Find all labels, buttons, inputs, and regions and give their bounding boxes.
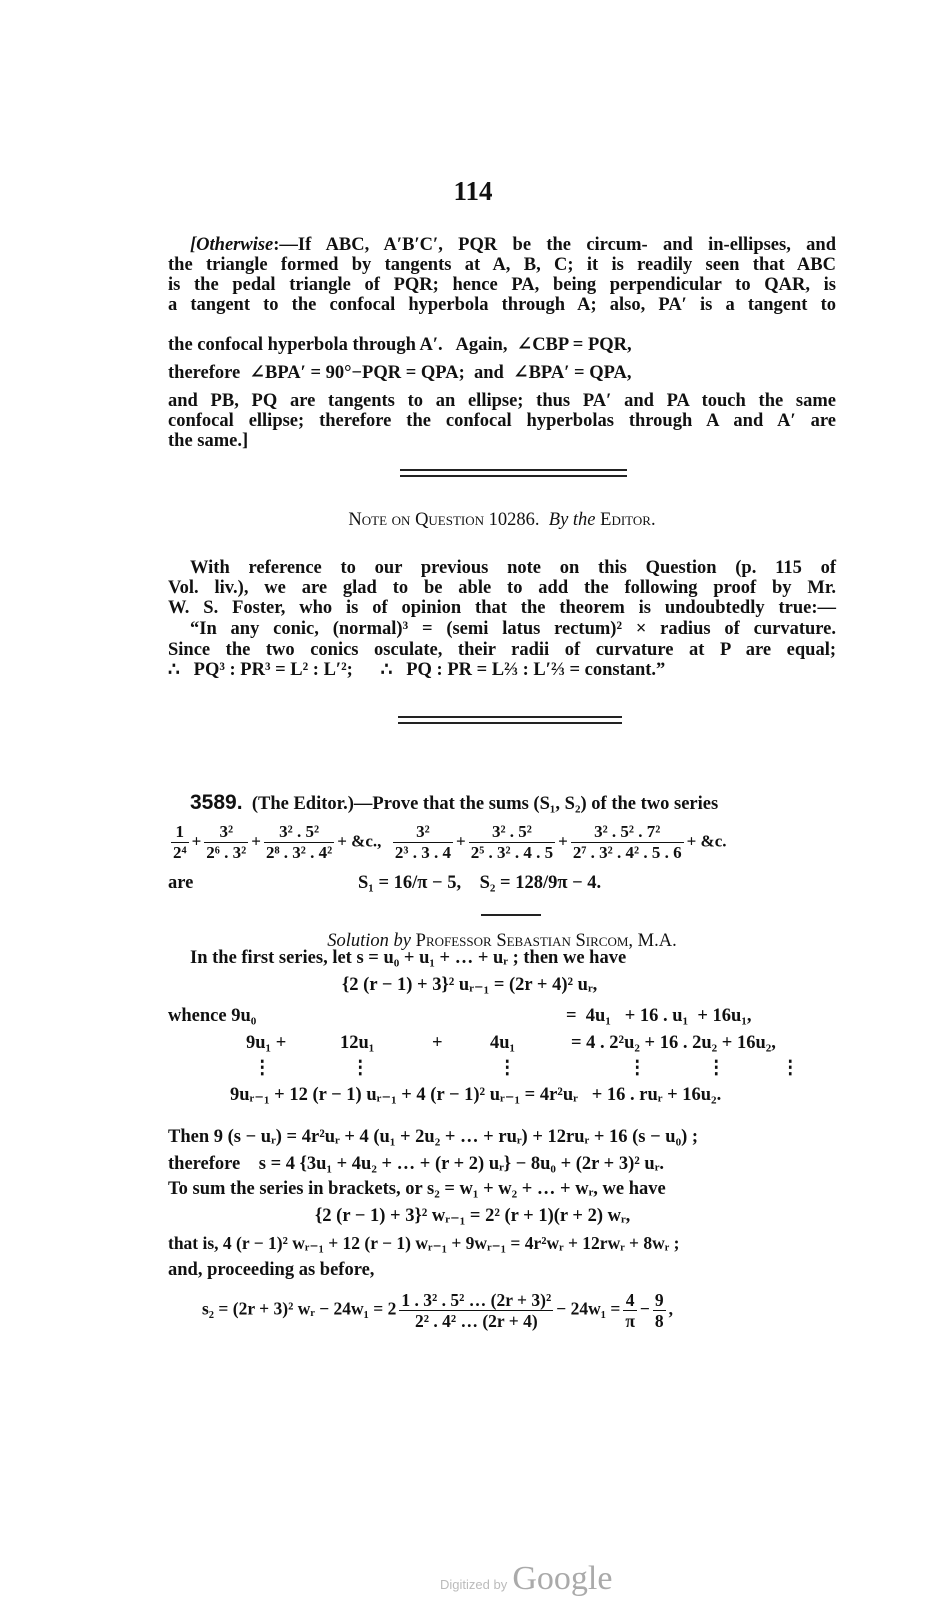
text-line: Since the two conics osculate, their radii of curvature at P are equal; — [168, 640, 836, 660]
digitized-by-watermark — [440, 1560, 612, 1598]
text-line: ∴ PQ³ : PR³ = L² : L′²; ∴ PQ : PR = L⅔ : L′⅔ = constant.” — [168, 660, 666, 680]
text: − — [639, 1298, 650, 1319]
text: s₂ = (2r + 3)² wᵣ − 24w₁ = 2 — [202, 1298, 397, 1319]
text-line: To sum the series in brackets, or s₂ = w₁ + w₂ + … + wᵣ, we have — [168, 1179, 666, 1199]
question-text: (The Editor.)—Prove that the sums (S₁, S₂) of the two series — [251, 794, 719, 814]
text-line: that is, 4 (r − 1)² wᵣ₋₁ + 12 (r − 1) wᵣ₋₁ + 9wᵣ₋₁ = 4r²wᵣ + 12rwᵣ + 8wᵣ ; — [168, 1233, 680, 1253]
page-number: 114 — [453, 176, 493, 206]
plus: + — [191, 831, 202, 851]
equation: = 4u₁ + 16 . u₁ + 16u₁, — [566, 1006, 752, 1026]
short-divider — [481, 914, 541, 916]
fraction: $\frac{4}{\pi}$ — [625, 1290, 635, 1331]
fraction: $\frac{\text{3² . 5²}}{\text{2⁸ . 3² . 4²}}$ — [265, 822, 333, 862]
fraction: $\frac{\text{3²}}{\text{2³ . 3 . 4}}$ — [394, 822, 451, 862]
divider — [398, 716, 622, 718]
are-label: are — [168, 873, 194, 893]
heading-editor: Editor. — [600, 510, 656, 530]
text-line: W. S. Foster, who is of opinion that the theorem is undoubtedly true:— — [168, 598, 836, 618]
divider — [400, 469, 627, 471]
vdots: ⋮ — [781, 1058, 800, 1078]
divider — [398, 722, 622, 724]
heading-italic: By the — [548, 510, 596, 530]
text-line: the confocal hyperbola through A′. Again, ∠CBP = PQR, — [168, 335, 632, 355]
text-line: a tangent to the confocal hyperbola through A; also, PA′ is a tangent to — [168, 295, 836, 315]
whence-label: whence 9u₀ — [168, 1006, 257, 1026]
text-line: Vol. liv.), we are glad to be able to add the following proof by Mr. — [168, 578, 836, 598]
note-heading — [168, 510, 836, 530]
text-line: confocal ellipse; therefore the confocal hyperbolas through A and A′ are — [168, 411, 836, 431]
result: S₁ = 16/π − 5, S₂ = 128/9π − 4. — [358, 873, 602, 893]
plus: + — [558, 831, 568, 851]
text-line: and PB, PQ are tangents to an ellipse; thus PA′ and PA touch the same — [168, 391, 836, 411]
fraction: $\frac{9}{8}$ — [654, 1290, 664, 1331]
vdots: ⋮ — [498, 1058, 517, 1078]
plus: + — [456, 831, 466, 851]
text-line: the same.] — [168, 431, 249, 451]
fraction: $\frac{\text{3² . 5² . 7²}}{\text{2⁷ . 3² . 4² . 5 . 6}}$ — [572, 822, 682, 862]
solution-author: Professor Sebastian Sircom, M.A. — [415, 931, 677, 951]
question-line — [168, 793, 836, 814]
text-line: and, proceeding as before, — [168, 1260, 375, 1280]
text-line: “In any conic, (normal)³ = (semi latus rectum)² × radius of curvature. — [190, 619, 836, 639]
term: 12u₁ — [340, 1033, 375, 1053]
fraction: $\frac{\text{1 . 3² . 5² … (2r + 3)²}}{\text{2² . 4² … (2r + 4)}}$ — [401, 1290, 552, 1331]
text-line: In the first series, let s = u₀ + u₁ + … + uᵣ ; then we have — [190, 948, 627, 968]
vdots: ⋮ — [253, 1058, 272, 1078]
text-line: is the pedal triangle of PQR; hence PA, being perpendicular to QAR, is — [168, 275, 836, 295]
text-line: the triangle formed by tangents at A, B, C; it is readily seen that ABC — [168, 255, 836, 275]
divider — [400, 475, 627, 477]
term: 9u₁ + — [246, 1033, 287, 1053]
google-logo: Google — [512, 1560, 613, 1597]
text: , — [668, 1298, 674, 1319]
fraction: $\frac{\text{3² . 5²}}{\text{2⁵ . 3² . 4 . 5}}$ — [470, 822, 554, 862]
heading-text: Note on Question 10286. — [348, 510, 540, 530]
final-equation — [202, 1290, 673, 1331]
text: − 24w₁ = — [556, 1298, 621, 1319]
series-line — [168, 822, 836, 863]
text-line: therefore ∠BPA′ = 90°−PQR = QPA; and ∠BPA′ = QPA, — [168, 363, 632, 383]
vdots: ⋮ — [707, 1058, 726, 1078]
fraction: $\frac{\text{3²}}{\text{2⁶ . 3²}}$ — [206, 822, 247, 862]
text-line: Then 9 (s − uᵣ) = 4r²uᵣ + 4 (u₁ + 2u₂ + … + ruᵣ) + 12ruᵣ + 16 (s − u₀) ; — [168, 1127, 699, 1147]
term: 4u₁ — [490, 1033, 516, 1053]
text: :—If ABC, A′B′C′, PQR be the circum- and in-ellipses, and — [273, 235, 836, 255]
equation: 9uᵣ₋₁ + 12 (r − 1) uᵣ₋₁ + 4 (r − 1)² uᵣ₋₁ = 4r²uᵣ + 16 . ruᵣ + 16u₂. — [230, 1085, 722, 1105]
question-number: 3589. — [190, 791, 243, 814]
vdots: ⋮ — [351, 1058, 370, 1078]
digitized-label: Digitized by — [440, 1577, 508, 1592]
term: + — [432, 1033, 443, 1053]
text-line — [168, 235, 836, 255]
etc: + &c. — [686, 831, 727, 851]
vdots: ⋮ — [628, 1058, 647, 1078]
equation: {2 (r − 1) + 3}² wᵣ₋₁ = 2² (r + 1)(r + 2) wᵣ, — [315, 1206, 631, 1226]
plus: + — [251, 831, 261, 851]
etc: + &c., — [337, 831, 382, 851]
solution-by: Solution by — [327, 931, 412, 951]
equation: {2 (r − 1) + 3}² uᵣ₋₁ = (2r + 4)² uᵣ, — [342, 975, 598, 995]
text-line: With reference to our previous note on this Question (p. 115 of — [190, 558, 836, 578]
fraction: $\frac{1}{\text{2⁴}}$ — [173, 822, 187, 862]
text-line: therefore s = 4 {3u₁ + 4u₂ + … + (r + 2) uᵣ} − 8u₀ + (2r + 3)² uᵣ. — [168, 1154, 665, 1174]
italic-label: [Otherwise — [190, 235, 274, 255]
term: = 4 . 2²u₂ + 16 . 2u₂ + 16u₂, — [571, 1033, 776, 1053]
